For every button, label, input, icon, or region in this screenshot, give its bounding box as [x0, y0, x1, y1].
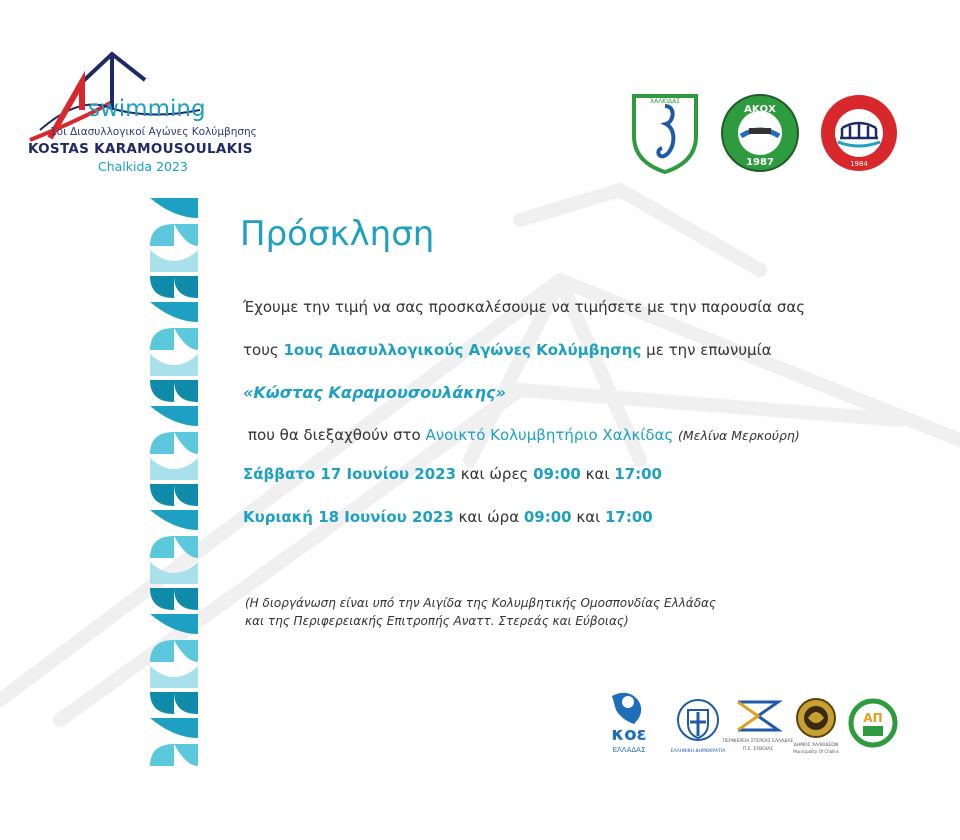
sunday-mid: και ώρα: [453, 508, 524, 526]
seahorse-shield-icon: [630, 92, 700, 174]
invitation-line-1: Έχουμε την τιμή να σας προσκαλέσουμε να τιμήσετε με την παρουσία σας: [243, 298, 806, 316]
venue-name: Ανοικτό Κολυμβητήριο Χαλκίδας: [425, 426, 674, 444]
saturday-date: Σάββατο 17 Ιουνίου 2023: [243, 465, 457, 483]
municipality-coin-icon: [790, 696, 842, 758]
pattern-shape: [150, 380, 198, 402]
schedule-sunday: [243, 508, 653, 526]
pattern-shape: [150, 250, 198, 272]
logo-word: swimming: [88, 96, 206, 122]
sponsor-koe: [598, 690, 660, 756]
club-badge-egao: [818, 92, 900, 174]
logo-place: Chalkida 2023: [98, 159, 188, 174]
pattern-shape: [150, 406, 198, 426]
club-akox-year: 1987: [746, 157, 774, 168]
sunday-date: Κυριακή 18 Ιουνίου 2023: [243, 508, 454, 526]
honoree-name: «Κώστας Καραμουσουλάκης»: [243, 383, 506, 402]
pattern-shape: [150, 718, 198, 738]
pattern-shape: [150, 536, 198, 558]
saturday-time-1: 09:00: [533, 465, 581, 483]
koe-sub-label: ΕΛΛΑΔΑΣ: [612, 746, 646, 754]
municipality-sub-label: Municipality Of Chalkis: [793, 749, 839, 754]
koe-logo-icon: [598, 690, 660, 756]
municipality-label: ΔΗΜΟΣ ΧΑΛΚΙΔΕΩΝ: [793, 743, 839, 748]
region-sub-label: Π.Ε. ΕΥΒΟΙΑΣ: [743, 747, 773, 752]
event-name: 1ους Διασυλλογικούς Αγώνες Κολύμβησης: [283, 341, 642, 359]
pattern-shape: [150, 276, 198, 298]
pattern-shape: [150, 328, 198, 350]
pattern-shape: [150, 302, 198, 322]
akox-emblem-icon: [719, 92, 801, 174]
club-egao-year: 1984: [850, 160, 868, 168]
line4-pre: που θα διεξαχθούν στο: [248, 426, 426, 444]
pattern-shape: [150, 588, 198, 610]
saturday-and: και: [580, 465, 615, 483]
pattern-shape: [150, 744, 198, 766]
club-akox-label: ΑΚΟΧ: [744, 104, 776, 115]
sponsor-hellenic-republic: [668, 694, 728, 758]
invitation-line-4: [248, 426, 800, 444]
line2-post: με την επωνυμία: [641, 341, 772, 359]
schedule-saturday: [243, 465, 662, 483]
pattern-shape: [150, 510, 198, 530]
club-chalkida-label: ΧΑΛΚΙΔΑΣ: [649, 98, 681, 105]
egao-emblem-icon: [818, 92, 900, 174]
sunday-and: και: [571, 508, 605, 526]
logo-subtitle: 1οι Διασυλλογικοί Αγώνες Κολύμβησης: [50, 126, 257, 138]
sunday-time-2: 17:00: [604, 508, 653, 526]
greek-emblem-icon: [668, 694, 728, 758]
sponsor-ap: [848, 698, 898, 748]
sunday-time-1: 09:00: [523, 508, 572, 526]
logo-name: KOSTAS KARAMOUSOULAKIS: [28, 141, 253, 157]
sponsor-municipality: [790, 696, 842, 758]
ap-logo-icon: [848, 698, 898, 748]
region-label: ΠΕΡΙΦΕΡΕΙΑ ΣΤΕΡΕΑΣ ΕΛΛΑΔΑΣ: [722, 739, 794, 744]
saturday-time-2: 17:00: [614, 465, 662, 483]
koe-label: κοε: [611, 724, 647, 745]
event-logo: [20, 40, 257, 180]
pattern-shape: [150, 692, 198, 714]
pattern-shape: [150, 224, 198, 246]
venue-alt-name: (Μελίνα Μερκούρη): [678, 428, 800, 443]
patronage-note-2: και της Περιφερειακής Επιτροπής Αναττ. Στερεάς και Εύβοιας): [245, 614, 629, 628]
pattern-shape: [150, 666, 198, 688]
saturday-mid: και ώρες: [456, 465, 534, 483]
pattern-shape: [150, 198, 198, 218]
gov-label: ΕΛΛΗΝΙΚΗ ΔΗΜΟΚΡΑΤΙΑ: [670, 749, 726, 754]
invitation-title: Πρόσκληση: [240, 214, 435, 254]
region-logo-icon: [722, 698, 794, 758]
club-badge-akox: [719, 92, 801, 174]
decorative-pattern: [150, 198, 198, 764]
patronage-note-1: (Η διοργάνωση είναι υπό την Αιγίδα της Κολυμβητικής Ομοσπονδίας Ελλάδας: [245, 596, 716, 610]
line2-pre: τους: [243, 341, 284, 359]
pattern-shape: [150, 640, 198, 662]
pattern-shape: [150, 354, 198, 376]
pattern-shape: [150, 614, 198, 634]
pattern-shape: [150, 562, 198, 584]
club-badge-chalkida: [630, 92, 700, 174]
pattern-shape: [150, 484, 198, 506]
pattern-shape: [150, 432, 198, 454]
pattern-shape: [150, 458, 198, 480]
ap-label: ΑΠ: [863, 711, 883, 725]
sponsor-region: [722, 698, 794, 758]
invitation-line-2: [243, 341, 772, 359]
